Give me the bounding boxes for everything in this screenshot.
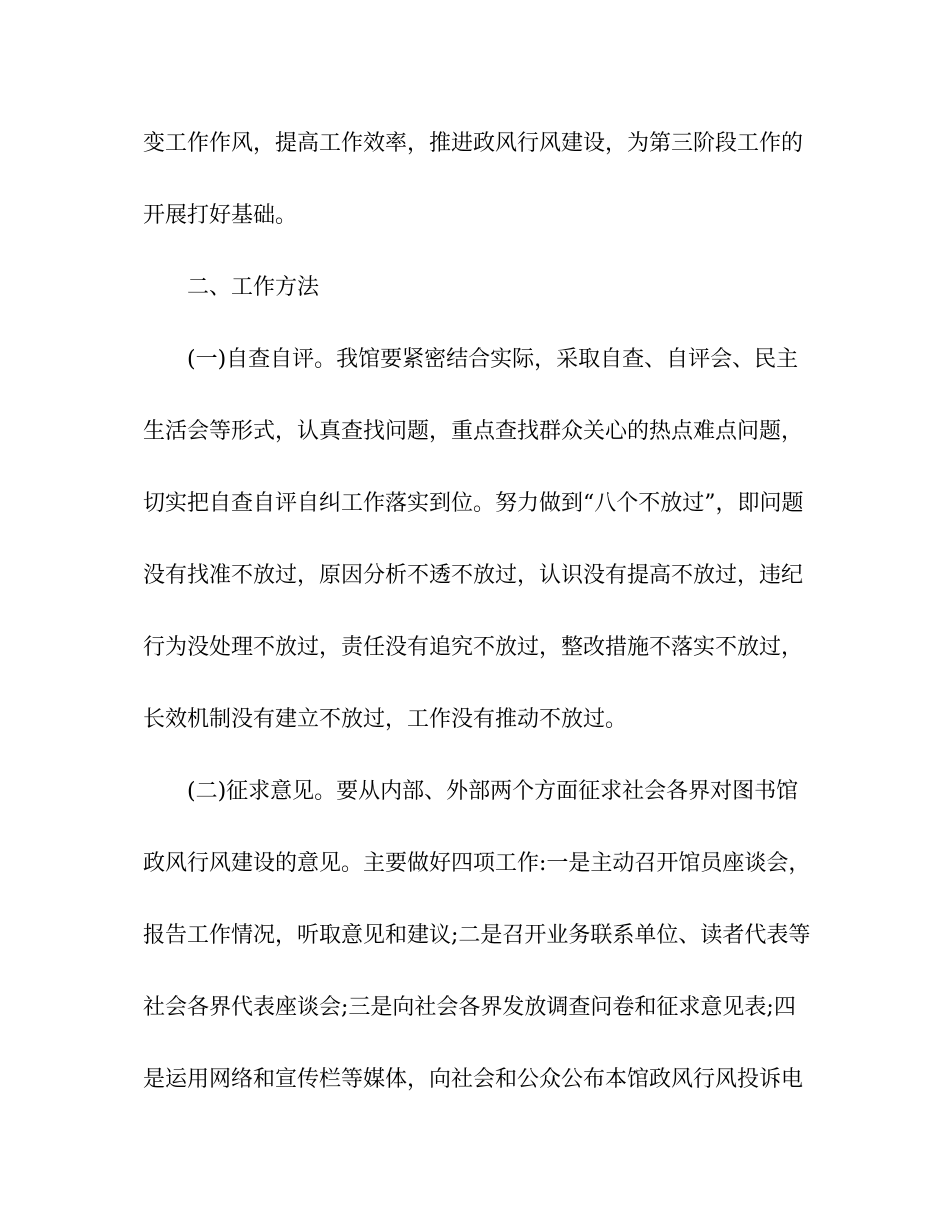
- body-text-line: 报告工作情况，听取意见和建议;二是召开业务联系单位、读者代表等: [143, 923, 811, 948]
- body-text-line: 切实把自查自评自纠工作落实到位。努力做到“八个不放过”，即问题: [143, 491, 804, 516]
- section-heading: 二、工作方法: [187, 275, 320, 300]
- body-text-line: 行为没处理不放过，责任没有追究不放过，整改措施不落实不放过，: [143, 635, 804, 660]
- body-text-line: (一)自查自评。我馆要紧密结合实际，采取自查、自评会、民主: [187, 347, 799, 372]
- body-text-line: 长效机制没有建立不放过，工作没有推动不放过。: [143, 707, 628, 732]
- body-text-line: 生活会等形式，认真查找问题，重点查找群众关心的热点难点问题，: [143, 419, 804, 444]
- body-text-line: 开展打好基础。: [143, 203, 298, 228]
- body-text-line: 没有找准不放过，原因分析不透不放过，认识没有提高不放过，违纪: [143, 563, 804, 588]
- body-text-line: 政风行风建设的意见。主要做好四项工作:一是主动召开馆员座谈会，: [143, 851, 811, 876]
- body-text-line: 社会各界代表座谈会;三是向社会各界发放调查问卷和征求意见表;四: [143, 995, 796, 1020]
- body-text-line: 变工作作风，提高工作效率，推进政风行风建设，为第三阶段工作的: [143, 131, 804, 156]
- body-text-line: 是运用网络和宣传栏等媒体，向社会和公众公布本馆政风行风投诉电: [143, 1067, 804, 1092]
- body-text-line: (二)征求意见。要从内部、外部两个方面征求社会各界对图书馆: [187, 779, 799, 804]
